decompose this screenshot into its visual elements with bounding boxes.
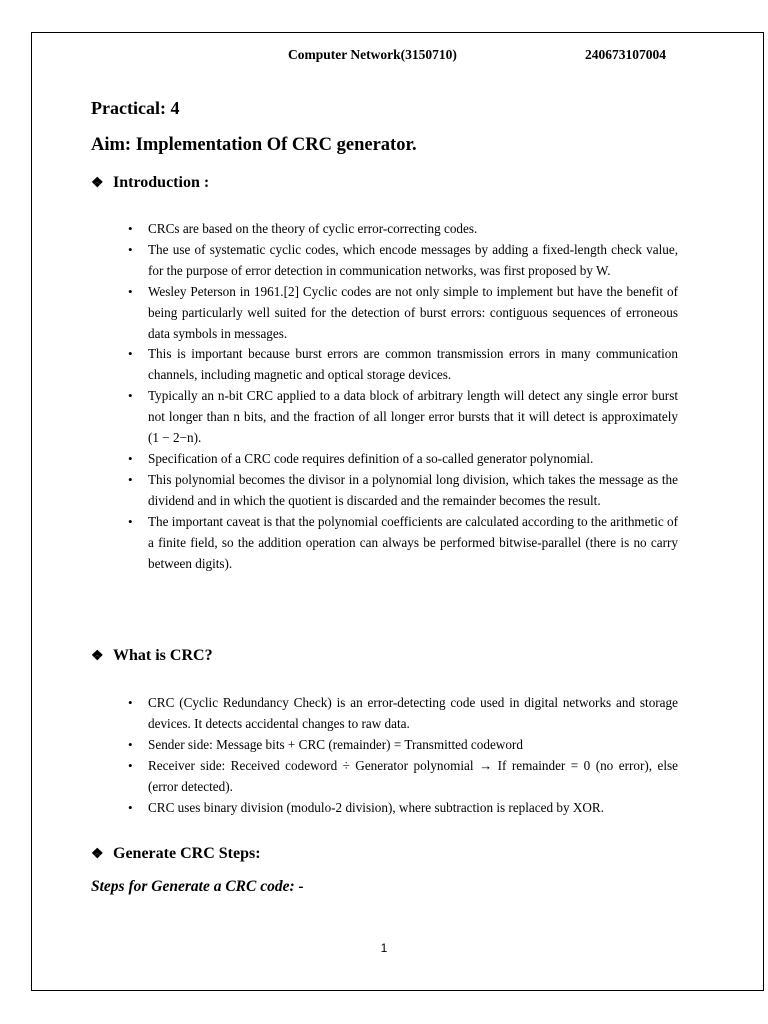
list-item: • The use of systematic cyclic codes, which encode messages by adding a fixed-length check value, for the purpose of error detection in communication networks, was first proposed by W.: [148, 240, 678, 282]
course-header: Computer Network(3150710): [288, 47, 457, 62]
enrollment-number: 240673107004: [585, 47, 666, 62]
section-heading-what-is-crc: [91, 647, 213, 665]
section-heading-introduction: [91, 174, 209, 192]
list-item: • This is important because burst errors are common transmission errors in many communication channels, including magnetic and optical storage devices.: [148, 344, 678, 386]
list-item: • Receiver side: Received codeword ÷ Generator polynomial → If remainder = 0 (no error), else (error detected).: [148, 756, 678, 798]
page-number: 1: [380, 941, 388, 955]
what-is-crc-list: [148, 693, 678, 818]
list-item: • The important caveat is that the polynomial coefficients are calculated according to the arithmetic of a finite field, so the addition operation can always be performed bitwise-parallel (there is no carry between digits).: [148, 512, 678, 575]
section-heading-label: Generate CRC Steps:: [113, 845, 261, 862]
list-item: • CRC uses binary division (modulo-2 division), where subtraction is replaced by XOR.: [148, 798, 678, 819]
section-heading-label: What is CRC?: [113, 647, 213, 664]
list-item: • Wesley Peterson in 1961.[2] Cyclic codes are not only simple to implement but have the benefit of being particularly well suited for the detection of burst errors: contiguous sequences of erroneous data symbols in messages.: [148, 282, 678, 345]
diamond-bullet-icon: ❖: [91, 847, 104, 862]
practical-title: Practical: 4: [91, 98, 180, 118]
list-item: • Typically an n-bit CRC applied to a data block of arbitrary length will detect any single error burst not longer than n bits, and the fraction of all longer error bursts that it will detect is approximately (1 − 2−n).: [148, 386, 678, 449]
list-item: • Sender side: Message bits + CRC (remainder) = Transmitted codeword: [148, 735, 678, 756]
steps-subheading: Steps for Generate a CRC code: -: [91, 878, 304, 895]
diamond-bullet-icon: ❖: [91, 176, 104, 191]
list-item: • Specification of a CRC code requires definition of a so-called generator polynomial.: [148, 449, 678, 470]
aim-title: Aim: Implementation Of CRC generator.: [91, 135, 417, 155]
list-item: • CRC (Cyclic Redundancy Check) is an error-detecting code used in digital networks and storage devices. It detects accidental changes to raw data.: [148, 693, 678, 735]
list-item: • CRCs are based on the theory of cyclic error-correcting codes.: [148, 219, 678, 240]
section-heading-label: Introduction :: [113, 174, 210, 191]
section-heading-generate-crc-steps: [91, 845, 261, 863]
list-item: • This polynomial becomes the divisor in a polynomial long division, which takes the message as the dividend and in which the quotient is discarded and the remainder becomes the result.: [148, 470, 678, 512]
diamond-bullet-icon: ❖: [91, 649, 104, 664]
introduction-list: [148, 219, 678, 574]
